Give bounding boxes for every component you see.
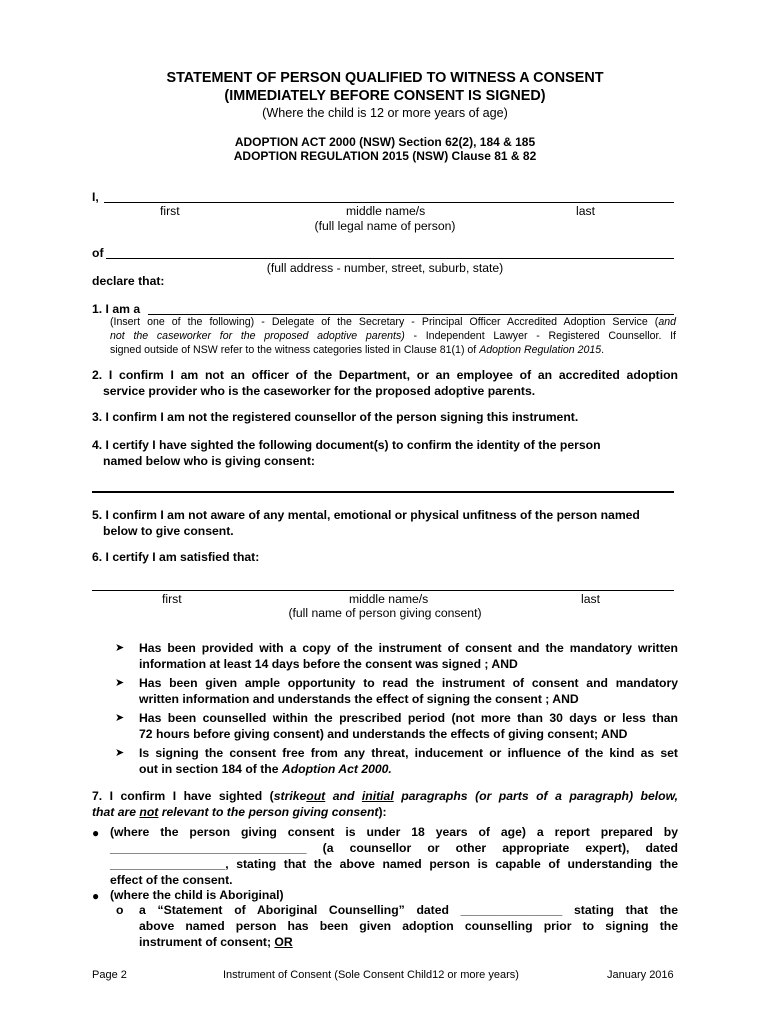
item-2: 2. I confirm I am not an officer of the Department, or an employee of an accredited adoption service provider who is the caseworker for the proposed adoptive parents.	[92, 368, 678, 398]
title-line-2: (IMMEDIATELY BEFORE CONSENT IS SIGNED)	[224, 88, 546, 104]
bullet-item: Has been given ample opportunity to read the instrument of consent and mandatory written information and understands the effect of signing the consent ; AND	[139, 676, 678, 706]
arrow-bullet-icon: ➤	[115, 677, 125, 689]
bullet-item: Has been counselled within the prescribed period (not more than 30 days or less than 72 hours before giving consent) and understands the effects of giving consent; AND	[139, 711, 678, 741]
name-line[interactable]	[104, 202, 674, 203]
item-1-lead: 1. I am a	[92, 302, 141, 316]
consenter-first-caption: first	[162, 592, 182, 606]
item-4: 4. I certify I have sighted the following document(s) to confirm the identity of the person named below who is giving consent:	[92, 438, 601, 468]
of-label: of	[92, 246, 104, 260]
aboriginal-heading: (where the child is Aboriginal)	[110, 888, 284, 902]
footer-page: Page 2	[92, 969, 127, 981]
consenter-middle-caption: middle name/s	[349, 592, 429, 606]
full-legal-name-caption: (full legal name of person)	[314, 219, 456, 233]
circle-bullet-icon: o	[116, 903, 124, 917]
title-line-1: STATEMENT OF PERSON QUALIFIED TO WITNESS A CONSENT	[166, 70, 604, 86]
address-caption: (full address - number, street, suburb, state)	[266, 261, 504, 275]
act-line-2: ADOPTION REGULATION 2015 (NSW) Clause 81 & 82	[233, 149, 537, 163]
dot-bullet-icon: ●	[92, 889, 100, 903]
bullet-item: Has been provided with a copy of the instrument of consent and the mandatory written information at least 14 days before the consent was signed ; AND	[139, 641, 678, 671]
item-6-lead: 6. I certify I am satisfied that:	[92, 550, 260, 564]
aged-under-18-report: (where the person giving consent is under 18 years of age) a report prepared by _____________________________ (a counsellor or other appropriate expert), dated _________________, stating that the above named person is capable of understanding the effect of the consent.	[110, 825, 678, 887]
i-label: I,	[92, 190, 99, 204]
item-7: 7. I confirm I have sighted (strikeout and initial paragraphs (or parts of a paragraph) below, that are not relevant to the person giving consent):	[92, 789, 678, 819]
first-caption: first	[160, 204, 180, 218]
dot-bullet-icon: ●	[92, 826, 100, 840]
middle-caption: middle name/s	[346, 204, 426, 218]
bullet-item: Is signing the consent free from any threat, inducement or influence of the kind as set out in section 184 of the Adoption Act 2000.	[139, 746, 678, 776]
item-1-note: (Insert one of the following) - Delegate of the Secretary - Principal Officer Accredited Adoption Service (and not the caseworker for the proposed adoptive parents) - Independent Lawyer - Registered Counsellor. If signed outside of NSW refer to the witness categories listed in Clause 81(1) of Adoption Regulation 2015.	[110, 316, 676, 356]
consenter-name-line[interactable]	[92, 590, 674, 591]
footer-document: Instrument of Consent (Sole Consent Child12 or more years)	[223, 969, 519, 981]
item-3: 3. I confirm I am not the registered counsellor of the person signing this instrument.	[92, 410, 579, 424]
footer-date: January 2016	[607, 969, 674, 981]
last-caption: last	[576, 204, 595, 218]
aboriginal-counselling-statement: a “Statement of Aboriginal Counselling” dated _______________ stating that the above named person has been given adoption counselling prior to signing the instrument of consent; OR	[139, 903, 678, 949]
declare-that: declare that:	[92, 274, 165, 288]
arrow-bullet-icon: ➤	[115, 747, 125, 759]
arrow-bullet-icon: ➤	[115, 712, 125, 724]
item-5: 5. I confirm I am not aware of any mental, emotional or physical unfitness of the person named below to give consent.	[92, 508, 640, 538]
act-line-1: ADOPTION ACT 2000 (NSW) Section 62(2), 184 & 185	[234, 135, 536, 149]
documents-line[interactable]	[92, 491, 674, 493]
address-line[interactable]	[106, 258, 674, 259]
consenter-last-caption: last	[581, 592, 600, 606]
consenter-caption: (full name of person giving consent)	[288, 606, 482, 620]
subtitle: (Where the child is 12 or more years of age)	[262, 106, 508, 120]
arrow-bullet-icon: ➤	[115, 642, 125, 654]
